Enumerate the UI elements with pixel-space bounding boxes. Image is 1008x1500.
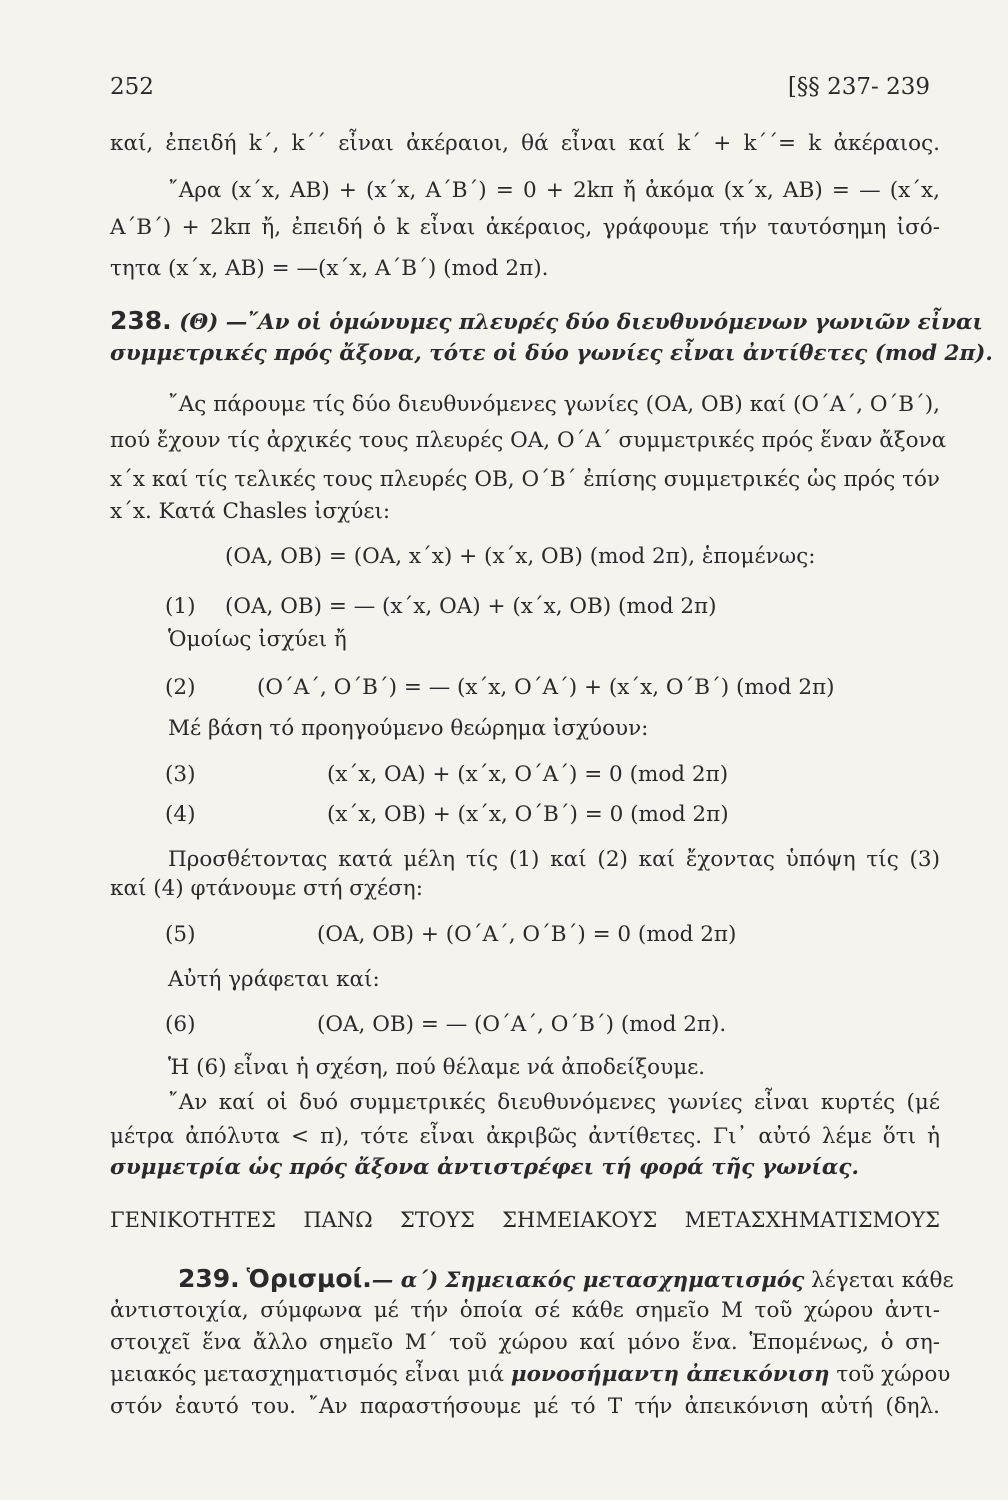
text-line: ῎Αρα (x΄x, AB) + (x΄x, A΄B΄) = 0 + 2kπ ἤ ἀκόμα (x΄x, AB) = — (x΄x,: [168, 178, 940, 203]
equation-5: [165, 920, 736, 950]
text-line: ῎Ας πάρουμε τίς δύο διευθυνόμενες γωνίες (OA, OB) καί (O΄A΄, O΄B΄),: [168, 392, 940, 417]
equation-label: (3): [165, 762, 196, 787]
text: λέγεται κάθε: [811, 1268, 954, 1293]
section-heading: Ὁρισμοί.: [246, 1264, 372, 1293]
page: [110, 0, 993, 1500]
equation-body: (OA, OB) + (O΄A΄, O΄B΄) = 0 (mod 2π): [317, 922, 737, 947]
equation-6: [165, 1010, 726, 1040]
text-line: τητα (x΄x, AB) = —(x΄x, A΄B΄) (mod 2π).: [110, 256, 549, 281]
text-line: στοιχεῖ ἕνα ἄλλο σημεῖο M΄ τοῦ χώρου καί μόνο ἕνα. Ἑπομένως, ὁ ση-: [110, 1330, 940, 1355]
chasles-relation: (OA, OB) = (OA, x΄x) + (x΄x, OB) (mod 2π), ἑπομένως:: [225, 544, 816, 569]
dash-a: — α΄): [371, 1268, 439, 1293]
chapter-title: ΓΕΝΙΚΟΤΗΤΕΣ ΠΑΝΩ ΣΤΟΥΣ ΣΗΜΕΙΑΚΟΥΣ ΜΕΤΑΣΧΗΜΑΤΙΣΜΟΥΣ: [110, 1208, 940, 1232]
theorem-text: (Θ) —῎Αν οἱ ὁμώνυμες πλευρές δύο διευθυνόμενων γωνιῶν εἶναι: [179, 310, 983, 335]
equation-body: (x΄x, OA) + (x΄x, O΄A΄) = 0 (mod 2π): [327, 762, 729, 787]
text-line: καί (4) φτάνουμε στή σχέση:: [110, 876, 423, 901]
theorem-238-line2: συμμετρικές πρός ἄξονα, τότε οἱ δύο γωνίες εἶναι ἀντίθετες (mod 2π).: [110, 341, 993, 366]
equation-label: (2): [165, 675, 196, 700]
text: μειακός μετασχηματισμός εἶναι μιά: [110, 1362, 505, 1387]
equation-label: (6): [165, 1012, 196, 1037]
text-line: πού ἔχουν τίς ἀρχικές τους πλευρές OA, O΄A΄ συμμετρικές πρός ἕναν ἄξονα: [110, 428, 947, 453]
text-line: x΄x. Κατά Chasles ἰσχύει:: [110, 499, 391, 524]
text-line: Προσθέτοντας κατά μέλη τίς (1) καί (2) καί ἔχοντας ὑπόψη τίς (3): [168, 847, 940, 872]
defined-term: μονοσήμαντη ἀπεικόνιση: [510, 1362, 830, 1387]
text-line: στόν ἑαυτό του. ῎Αν παραστήσουμε μέ τό T τήν ἀπεικόνιση αὐτή (δηλ.: [110, 1394, 940, 1419]
section-number-239: 239.: [178, 1264, 240, 1293]
text-line: ἀντιστοιχία, σύμφωνα μέ τήν ὁποία σέ κάθε σημεῖο M τοῦ χώρου ἀντι-: [110, 1298, 940, 1323]
text-line: καί, ἐπειδή k΄, k΄΄ εἶναι ἀκέραιοι, θά εἶναι καί k΄ + k΄΄= k ἀκέραιος.: [110, 131, 940, 156]
theorem-238-line1: [110, 306, 983, 338]
equation-3: [165, 760, 728, 790]
equation-body: (OA, OB) = — (x΄x, OA) + (x΄x, OB) (mod 2π): [225, 594, 717, 619]
text-line: Αὐτή γράφεται καί:: [168, 967, 380, 992]
equation-body: (OA, OB) = — (O΄A΄, O΄B΄) (mod 2π).: [317, 1012, 727, 1037]
text-line: συμμετρία ὡς πρός ἄξονα ἀντιστρέφει τή φορά τῆς γωνίας.: [110, 1155, 859, 1180]
equation-4: [165, 800, 729, 830]
equation-1: [165, 592, 717, 622]
equation-label: (5): [165, 922, 196, 947]
section-239-line1: [110, 1264, 954, 1296]
text-line: Ἡ (6) εἶναι ἡ σχέση, πού θέλαμε νά ἀποδείξουμε.: [168, 1055, 706, 1080]
text-line: Ὁμοίως ἰσχύει ἤ: [168, 627, 347, 652]
equation-label: (1): [165, 594, 196, 619]
section-number-238: 238.: [110, 306, 172, 335]
text: τοῦ χώρου: [836, 1362, 951, 1387]
section-239-line4: [110, 1360, 951, 1390]
equation-body: (O΄A΄, O΄B΄) = — (x΄x, O΄A΄) + (x΄x, O΄B΄) (mod 2π): [257, 675, 835, 700]
text-line: μέτρα ἀπόλυτα < π), τότε εἶναι ἀκριβῶς ἀντίθετες. Γι᾽ αὐτό λέμε ὅτι ἡ: [110, 1124, 940, 1149]
text-line: Μέ βάση τό προηγούμενο θεώρημα ἰσχύουν:: [168, 716, 649, 741]
text-line: x΄x καί τίς τελικές τους πλευρές OB, O΄B΄ ἐπίσης συμμετρικές ὡς πρός τόν: [110, 467, 940, 492]
page-number: 252: [110, 74, 154, 100]
defined-term: Σημειακός μετασχηματισμός: [445, 1268, 805, 1293]
section-reference: [§§ 237- 239: [787, 74, 930, 100]
text-line: A΄B΄) + 2kπ ἤ, ἐπειδή ὁ k εἶναι ἀκέραιος, γράφουμε τήν ταυτόσημη ἰσό-: [110, 215, 940, 240]
text-line: ῎Αν καί οἱ δυό συμμετρικές διευθυνόμενες γωνίες εἶναι κυρτές (μέ: [168, 1090, 940, 1115]
equation-label: (4): [165, 802, 196, 827]
equation-2: [165, 673, 835, 703]
equation-body: (x΄x, OB) + (x΄x, O΄B΄) = 0 (mod 2π): [327, 802, 729, 827]
